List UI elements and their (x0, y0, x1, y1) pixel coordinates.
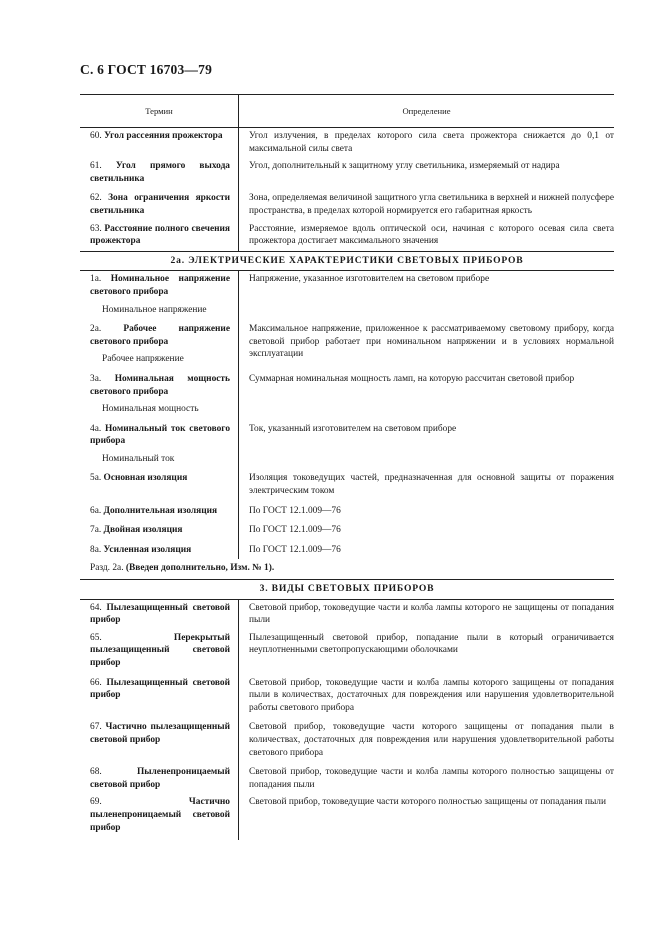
column-header-definition: Определение (239, 95, 615, 128)
terms-table (80, 94, 614, 840)
definition-cell: По ГОСТ 12.1.009—76 (249, 505, 341, 516)
term-cell: 8а. Усиленная изоляция (80, 540, 239, 560)
definition-cell: Световой прибор, токоведущие части и колба лампы которого полностью защищены от попадания пыли (249, 767, 614, 790)
table-row (80, 599, 614, 630)
term-cell: 1а. Номинальное напряжение светового прибора Номинальное напряжение (80, 271, 239, 319)
table-row (80, 540, 614, 560)
synonym: Рабочее напряжение (102, 354, 184, 365)
section-heading-row (80, 580, 614, 600)
term-cell: 63. Расстояние полного свечения прожектора (80, 221, 239, 252)
term-cell: 5а. Основная изоляция (80, 468, 239, 500)
table-row (80, 794, 614, 840)
definition-cell: Максимальное напряжение, приложенное к рассматриваемому световому прибору, когда световой прибор работает при номинальном напряжении и в условиях нормальной эксплуатации (249, 324, 614, 360)
section-heading-2a: 2а. ЭЛЕКТРИЧЕСКИЕ ХАРАКТЕРИСТИКИ СВЕТОВЫХ ПРИБОРОВ (80, 251, 614, 271)
synonym: Номинальное напряжение (102, 304, 207, 315)
definition-cell: Световой прибор, токоведущие части которого защищены от попадания пыли в количествах, достаточных для повреждения или нарушения удовлетворительной работы светового прибора (249, 722, 614, 758)
term-cell: 65. Перекрытый пылезащищенный световой прибор (80, 630, 239, 673)
section-heading-row (80, 251, 614, 271)
table-row (80, 501, 614, 521)
definition-cell: Световой прибор, токоведущие части которого полностью защищены от попадания пыли (249, 797, 606, 808)
table-row (80, 369, 614, 419)
term-cell: 69. Частично пыленепроницаемый световой прибор (80, 794, 239, 840)
term-cell: 62. Зона ограничения яркости светильника (80, 188, 239, 220)
definition-cell: Пылезащищенный световой прибор, попадание пыли в который ограничивается неуплотненными светопропускающими оболочками (249, 632, 614, 656)
section-heading-3: 3. ВИДЫ СВЕТОВЫХ ПРИБОРОВ (80, 580, 614, 600)
term-cell: 3а. Номинальная мощность светового прибора Номинальная мощность (80, 369, 239, 419)
term-cell: 61. Угол прямого выхода светильника (80, 158, 239, 188)
term-cell: 66. Пылезащищенный световой прибор (80, 673, 239, 718)
note-row (80, 559, 614, 579)
table-row (80, 520, 614, 540)
column-header-term: Термин (80, 95, 239, 128)
table-row (80, 319, 614, 369)
definition-cell: Ток, указанный изготовителем на световом приборе (249, 423, 457, 434)
definition-cell: Угол излучения, в пределах которого сила света прожектора снижается до 0,1 от максимальной силы света (249, 131, 614, 154)
table-row (80, 468, 614, 500)
table-row (80, 673, 614, 718)
synonym: Номинальный ток (102, 453, 175, 464)
table-row (80, 271, 614, 319)
term-cell: 7а. Двойная изоляция (80, 520, 239, 540)
definition-cell: Расстояние, измеряемое вдоль оптической оси, начиная с которого осевая сила света прожектора достигает максимального значения (249, 223, 614, 247)
table-header-row (80, 95, 614, 128)
amendment-note: Разд. 2а. (Введен дополнительно, Изм. № 1). (90, 563, 275, 574)
table-row (80, 221, 614, 252)
term-cell: 4а. Номинальный ток светового прибора Номинальный ток (80, 419, 239, 469)
table-row (80, 762, 614, 794)
table-row (80, 717, 614, 762)
definition-cell: По ГОСТ 12.1.009—76 (249, 525, 341, 536)
definition-cell: Световой прибор, токоведущие части и колба лампы которого не защищены от попадания пыли (249, 602, 614, 626)
term-cell: 64. Пылезащищенный световой прибор (80, 599, 239, 630)
table-row (80, 188, 614, 220)
page-header: С. 6 ГОСТ 16703—79 (80, 62, 213, 77)
term-cell: 67. Частично пылезащищенный световой прибор (80, 717, 239, 762)
definition-cell: По ГОСТ 12.1.009—76 (249, 544, 341, 555)
definition-cell: Световой прибор, токоведущие части и колба лампы которого защищены от попадания пыли в количествах, достаточных для повреждения или нарушения удовлетворительной работы светового прибора (249, 677, 614, 713)
definition-cell: Изоляция токоведущих частей, предназначенная для основной защиты от поражения электрическим током (249, 473, 614, 497)
table-row (80, 419, 614, 469)
synonym: Номинальная мощность (102, 404, 199, 415)
term-cell: 2а. Рабочее напряжение светового прибора Рабочее напряжение (80, 319, 239, 369)
table-row (80, 128, 614, 159)
table-row (80, 158, 614, 188)
term-cell: 6а. Дополнительная изоляция (80, 501, 239, 521)
definition-cell: Угол, дополнительный к защитному углу светильника, измеряемый от надира (249, 161, 560, 172)
table-row (80, 630, 614, 673)
definition-cell: Напряжение, указанное изготовителем на световом приборе (249, 274, 490, 285)
term-cell: 68. Пыленепроницаемый световой прибор (80, 762, 239, 794)
term-cell: 60. Угол рассеяния прожектора (80, 128, 239, 159)
definition-cell: Суммарная номинальная мощность ламп, на которую рассчитан световой прибор (249, 373, 575, 384)
definition-cell: Зона, определяемая величиной защитного угла светильника в верхней и нижней полусфере пространства, в пределах которой нормируется его габаритная яркость (249, 193, 614, 216)
